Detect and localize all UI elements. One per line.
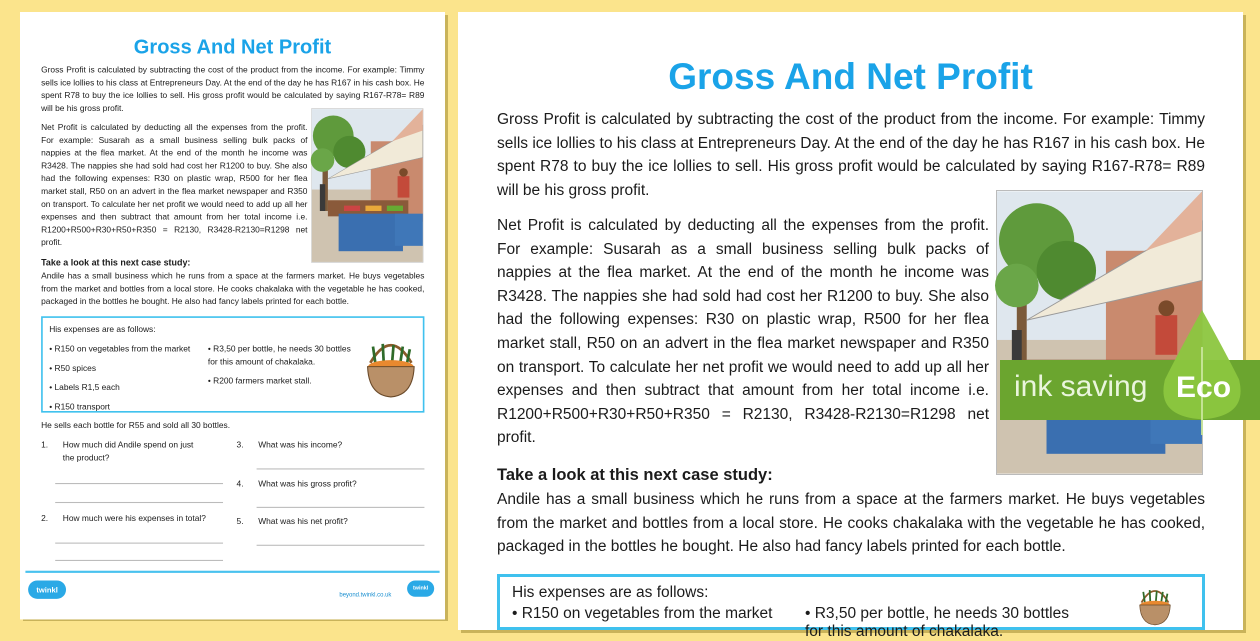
eco-label: Eco — [1176, 371, 1232, 404]
question-1: 1. How much did Andile spend on just the product? — [41, 440, 194, 463]
expense-item: • R150 on vegetables from the market — [512, 605, 802, 623]
question-2: 2. How much were his expenses in total? — [41, 513, 206, 524]
answer-line[interactable] — [55, 543, 223, 544]
footer-url: beyond.twinkl.co.uk — [339, 591, 392, 599]
answer-line[interactable] — [55, 560, 223, 561]
market-stall-illustration — [311, 108, 423, 262]
expense-item: • R150 transport — [49, 401, 206, 414]
answer-line[interactable] — [55, 483, 223, 484]
expense-item: • R200 farmers market stall. — [208, 375, 360, 388]
sales-text: He sells each bottle for R55 and sold all 30 bottles. — [41, 420, 231, 430]
expenses-list-2 — [805, 605, 1085, 641]
case-study-text: Andile has a small business which he runs from a space at the farmers market. He buys vegetables from the market and bottles from a local store. He cooks chakalaka with the vegetable he has cooked, packaged in the bottles he bought. He also had fancy labels printed for each bottle. — [497, 491, 1205, 556]
worksheet-thumbnail — [20, 12, 445, 618]
worksheet-title: Gross And Net Profit — [668, 56, 1033, 97]
worksheet-title: Gross And Net Profit — [133, 35, 332, 59]
worksheet — [458, 12, 1243, 640]
expenses-heading: His expenses are as follows: — [49, 324, 156, 335]
case-study-heading: Take a look at this next case study: — [497, 466, 773, 484]
expense-item: • R150 on vegetables from the market — [49, 343, 206, 356]
expenses-heading: His expenses are as follows: — [512, 584, 709, 601]
answer-line[interactable] — [257, 468, 425, 469]
case-study-heading: Take a look at this next case study: — [41, 257, 191, 268]
case-study-text: Andile has a small business which he runs from a space at the farmers market. He buys vegetables from the market and bottles from a local store. He cooks chakalaka with the vegetable he has cooked, packaged in the bottles he bought. He also had fancy labels printed for each bottle. — [41, 271, 425, 307]
gross-profit-paragraph: Gross Profit is calculated by subtracting the cost of the product from the income. For example: Timmy sells ice lollies to his class at Entrepreneurs Day. At the end of the day he has R167 in his cash box. He spent R78 to buy the ice lollies to sell. His gross profit would be calculated by saying R167-R78= R89 will be his gross profit. — [41, 65, 425, 114]
expenses-list-1 — [49, 343, 206, 420]
expense-item: • R3,50 per bottle, he needs 30 bottles for this amount of chakalaka. — [805, 605, 1085, 641]
question-3: 3. What was his income? — [236, 440, 343, 450]
net-profit-paragraph: Net Profit is calculated by deducting all the expenses from the profit. For example: Susarah as a small business selling bulk packs of nappies at the flea market. At the end of the month he income was R3428. The nappies she had sold had cost her R1200 to buy. She also had the following expenses: R30 on plastic wrap, R500 for her flea market stall, R50 on an advert in the flea market newspaper and R350 on transport. To calculate her net profit we would need to add up all her expenses and then subtract that amount from her total income i.e. R1200+R500+R30+R50+R350 = R2130, R3428-R2130=R1298 net profit. — [497, 217, 989, 447]
expense-item: • R3,50 per bottle, he needs 30 bottles for this amount of chakalaka. — [208, 343, 360, 369]
expenses-list-1 — [512, 605, 802, 623]
answer-line[interactable] — [257, 507, 425, 508]
worksheet — [20, 12, 445, 619]
question-5: 5. What was his net profit? — [236, 517, 348, 527]
gross-profit-paragraph: Gross Profit is calculated by subtracting the cost of the product from the income. For example: Timmy sells ice lollies to his class at Entrepreneurs Day. At the end of the day he has R167 in his cash box. He spent R78 to buy the ice lollies to sell. His gross profit would be calculated by saying R167-R78= R89 will be his gross profit. — [497, 111, 1205, 199]
footer-divider — [25, 571, 439, 573]
net-profit-paragraph: Net Profit is calculated by deducting all the expenses from the profit. For example: Susarah as a small business selling bulk packs of nappies at the flea market. At the end of the month he income was R3428. The nappies she had sold had cost her R1200 to buy. She also had the following expenses: R30 on plastic wrap, R500 for her flea market stall, R50 on an advert in the flea market newspaper and R350 on transport. To calculate her net profit we would need to add up all her expenses and then subtract that amount from her total income i.e. R1200+R500+R30+R50+R350 = R2130, R3428-R2130=R1298 net profit. — [41, 122, 308, 248]
expense-item: • Labels R1,5 each — [49, 381, 206, 394]
answer-line[interactable] — [55, 502, 223, 503]
vegetable-basket-illustration — [1130, 583, 1180, 627]
expenses-list-2 — [208, 343, 360, 394]
twinkl-logo-small: twinkl — [407, 580, 434, 596]
question-4: 4. What was his gross profit? — [236, 479, 357, 489]
twinkl-logo: twinkl — [28, 580, 66, 598]
expenses-box — [497, 574, 1205, 640]
answer-line[interactable] — [257, 545, 425, 546]
vegetable-basket-illustration — [362, 333, 419, 400]
expense-item: • R50 spices — [49, 362, 206, 375]
worksheet-zoomed-preview — [458, 12, 1243, 640]
expenses-box — [41, 316, 424, 412]
ink-saving-label: ink saving — [1014, 370, 1148, 403]
